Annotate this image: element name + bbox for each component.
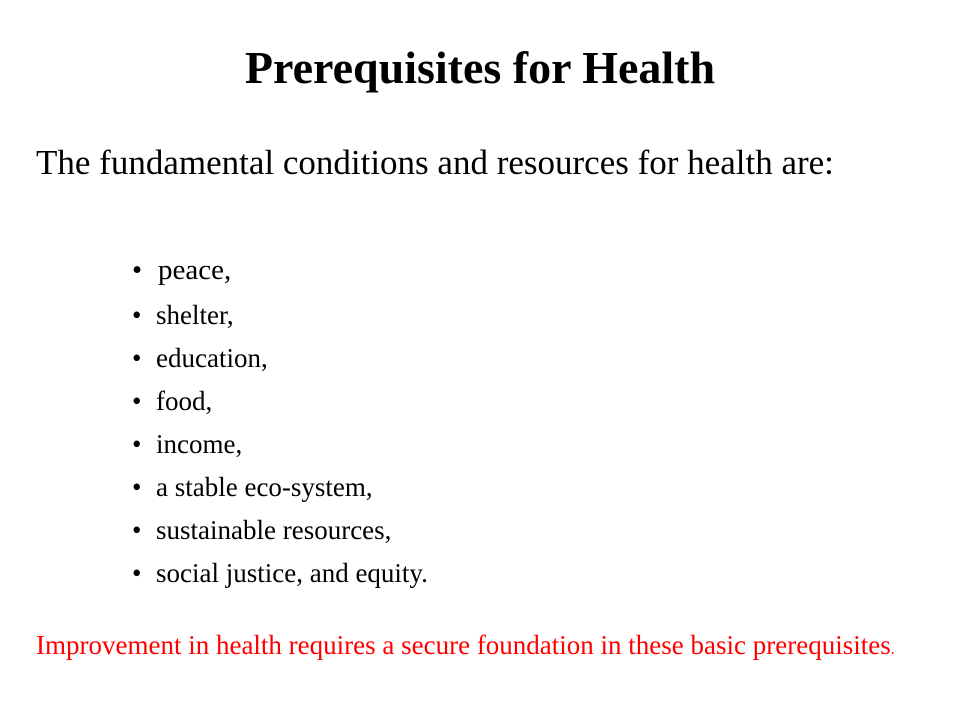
bullet-icon: • [132,515,142,545]
bullet-icon: • [132,429,142,459]
list-item-text: income, [156,429,243,459]
list-item [132,294,428,337]
improvement-note [36,624,928,671]
list-item [132,509,428,552]
bullet-icon: • [132,343,142,373]
list-item [132,337,428,380]
list-item-text: shelter, [156,300,234,330]
list-item-text: sustainable resources, [156,515,392,545]
list-item [132,248,428,292]
slide-title: Prerequisites for Health [244,42,716,93]
list-item-text: a stable eco-system, [156,472,373,502]
bullet-icon: • [132,558,142,588]
bullet-icon: • [132,386,142,416]
bullet-icon: • [132,300,142,330]
list-item [132,380,428,423]
bullet-icon: • [132,254,143,286]
note-period: . [890,641,895,658]
list-item-text: education, [156,343,268,373]
list-item-text: peace, [158,254,232,286]
intro-text: The fundamental conditions and resources for health are: [36,143,834,182]
list-item [132,466,428,509]
list-item [132,552,428,595]
list-item [132,423,428,466]
list-item-text: social justice, and equity. [156,558,428,588]
bullet-icon: • [132,472,142,502]
prerequisites-list [132,248,428,595]
note-text: Improvement in health requires a secure foundation in these basic prerequisites [36,630,891,660]
list-item-text: food, [156,386,213,416]
